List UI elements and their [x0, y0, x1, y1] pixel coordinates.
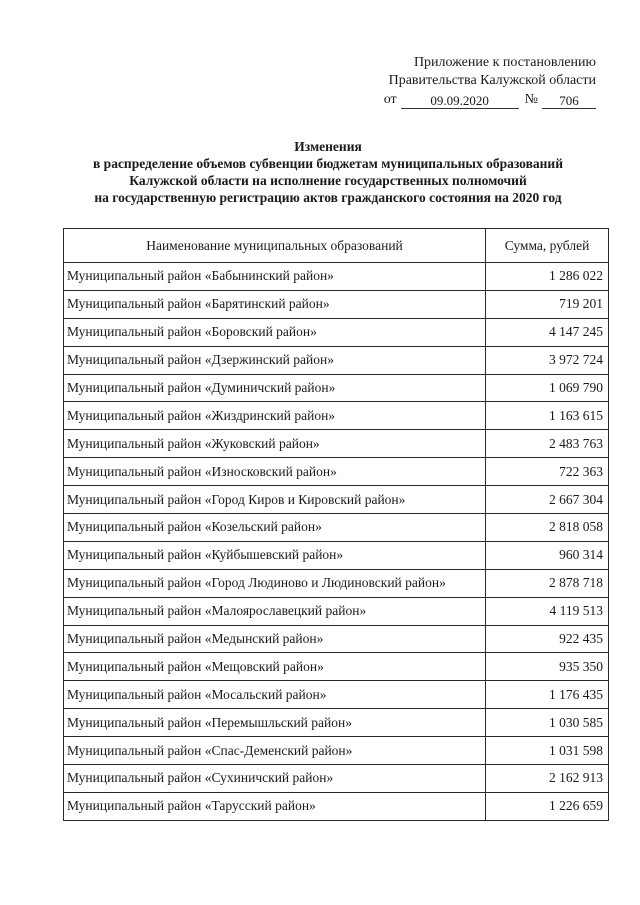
subvention-sum: 1 030 585: [486, 709, 609, 737]
subvention-sum: 1 069 790: [486, 374, 609, 402]
subvention-sum: 719 201: [486, 290, 609, 318]
subvention-sum: 960 314: [486, 541, 609, 569]
table-row: [64, 290, 609, 318]
subvention-sum: 1 286 022: [486, 263, 609, 291]
table-row: [64, 709, 609, 737]
table-row: [64, 263, 609, 291]
municipality-name: Муниципальный район «Мосальский район»: [64, 681, 486, 709]
table-row: [64, 514, 609, 542]
resolution-number: 706: [542, 93, 596, 109]
number-sign: №: [524, 92, 538, 107]
table-row: [64, 374, 609, 402]
subvention-sum: 2 162 913: [486, 765, 609, 793]
municipality-name: Муниципальный район «Боровский район»: [64, 318, 486, 346]
municipality-name: Муниципальный район «Куйбышевский район»: [64, 541, 486, 569]
appendix-block: [366, 54, 596, 109]
municipality-name: Муниципальный район «Сухиничский район»: [64, 765, 486, 793]
resolution-date: 09.09.2020: [401, 93, 519, 109]
municipality-name: Муниципальный район «Медынский район»: [64, 625, 486, 653]
title-line-1: Изменения: [294, 139, 362, 154]
title-line-4: на государственную регистрацию актов гражданского состояния на 2020 год: [94, 190, 562, 205]
subvention-sum: 1 031 598: [486, 737, 609, 765]
table-row: [64, 541, 609, 569]
appendix-line-2: Правительства Калужской области: [388, 73, 596, 88]
title-line-2: в распределение объемов субвенции бюджетам муниципальных образований: [93, 156, 563, 171]
subvention-sum: 4 119 513: [486, 597, 609, 625]
header-sum: Сумма, рублей: [486, 229, 609, 263]
subvention-sum: 922 435: [486, 625, 609, 653]
table-row: [64, 653, 609, 681]
municipality-name: Муниципальный район «Город Киров и Кировский район»: [64, 486, 486, 514]
municipality-name: Муниципальный район «Мещовский район»: [64, 653, 486, 681]
table-row: [64, 597, 609, 625]
subvention-sum: 3 972 724: [486, 346, 609, 374]
table-row: [64, 569, 609, 597]
appendix-date-line: [366, 91, 596, 109]
municipality-name: Муниципальный район «Перемышльский район»: [64, 709, 486, 737]
table-row: [64, 681, 609, 709]
municipality-name: Муниципальный район «Козельский район»: [64, 514, 486, 542]
table-row: [64, 792, 609, 820]
municipality-name: Муниципальный район «Износковский район»: [64, 458, 486, 486]
municipality-name: Муниципальный район «Жуковский район»: [64, 430, 486, 458]
subvention-sum: 2 878 718: [486, 569, 609, 597]
municipality-name: Муниципальный район «Спас-Деменский район»: [64, 737, 486, 765]
table-header-row: [64, 229, 609, 263]
from-word: от: [383, 92, 397, 107]
subvention-table: [63, 228, 609, 821]
subvention-sum: 1 176 435: [486, 681, 609, 709]
subvention-sum: 2 667 304: [486, 486, 609, 514]
subvention-sum: 1 226 659: [486, 792, 609, 820]
title-line-3: Калужской области на исполнение государственных полномочий: [129, 173, 527, 188]
subvention-sum: 1 163 615: [486, 402, 609, 430]
table-row: [64, 402, 609, 430]
appendix-line-1: Приложение к постановлению: [413, 55, 596, 70]
table-row: [64, 346, 609, 374]
header-name: Наименование муниципальных образований: [64, 229, 486, 263]
municipality-name: Муниципальный район «Дзержинский район»: [64, 346, 486, 374]
table-body: [64, 263, 609, 821]
subvention-sum: 2 483 763: [486, 430, 609, 458]
subvention-sum: 935 350: [486, 653, 609, 681]
table-row: [64, 625, 609, 653]
table-row: [64, 458, 609, 486]
municipality-name: Муниципальный район «Тарусский район»: [64, 792, 486, 820]
municipality-name: Муниципальный район «Барятинский район»: [64, 290, 486, 318]
municipality-name: Муниципальный район «Город Людиново и Людиновский район»: [64, 569, 486, 597]
municipality-name: Муниципальный район «Думиничский район»: [64, 374, 486, 402]
subvention-sum: 722 363: [486, 458, 609, 486]
table-row: [64, 486, 609, 514]
municipality-name: Муниципальный район «Бабынинский район»: [64, 263, 486, 291]
table-row: [64, 737, 609, 765]
table-row: [64, 318, 609, 346]
municipality-name: Муниципальный район «Малоярославецкий район»: [64, 597, 486, 625]
municipality-name: Муниципальный район «Жиздринский район»: [64, 402, 486, 430]
subvention-sum: 2 818 058: [486, 514, 609, 542]
subvention-sum: 4 147 245: [486, 318, 609, 346]
document-title: [60, 138, 596, 206]
table-row: [64, 765, 609, 793]
table-row: [64, 430, 609, 458]
